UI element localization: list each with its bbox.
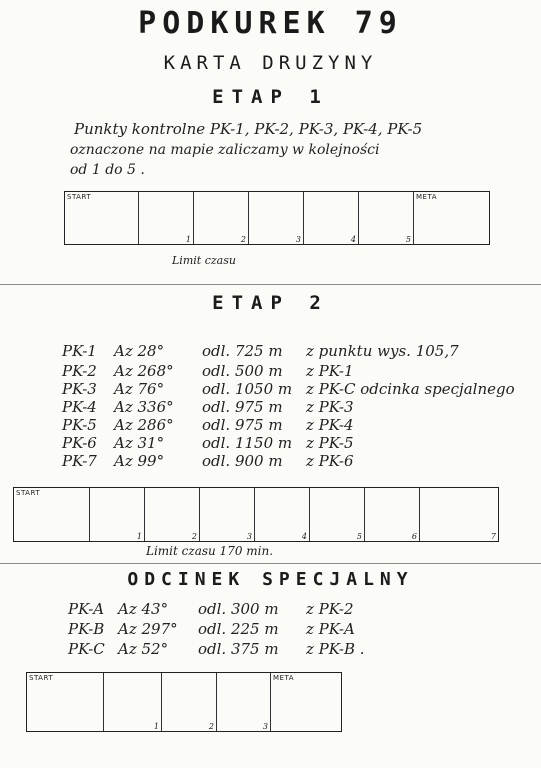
checkpoint-row: [62, 380, 515, 398]
grid-cell-finish[interactable]: [270, 673, 341, 731]
finish-label: META: [416, 193, 437, 201]
checkpoint-distance: odl. 900 m: [202, 452, 283, 470]
checkpoint-distance: odl. 300 m: [198, 600, 279, 618]
checkpoint-azimuth: Az 336°: [114, 398, 174, 416]
checkpoint-distance: odl. 500 m: [202, 362, 283, 380]
grid-cell[interactable]: [144, 488, 199, 541]
checkpoint-id: PK-1: [62, 342, 97, 360]
checkpoint-number: 1: [185, 235, 191, 244]
checkpoint-id: PK-C: [68, 640, 105, 658]
grid-cell[interactable]: [216, 673, 270, 731]
checkpoint-reference: z PK-C odcinka specjalnego: [306, 380, 515, 398]
checkpoint-number: 1: [136, 532, 142, 541]
checkpoint-row: [68, 620, 355, 638]
stage2-time-limit: Limit czasu 170 min.: [146, 544, 274, 558]
stage1-instruction-line: Punkty kontrolne PK-1, PK-2, PK-3, PK-4, PK-5: [74, 120, 423, 138]
checkpoint-azimuth: Az 31°: [114, 434, 165, 452]
checkpoint-id: PK-5: [62, 416, 97, 434]
grid-cell[interactable]: [303, 192, 358, 244]
checkpoint-number: 3: [262, 722, 268, 731]
checkpoint-number: 6: [411, 532, 417, 541]
section-divider: [0, 284, 541, 285]
special-heading: ODCINEK SPECJALNY: [127, 569, 414, 590]
checkpoint-row: [62, 398, 354, 416]
checkpoint-row: [62, 452, 354, 470]
grid-cell-start[interactable]: [65, 192, 138, 244]
checkpoint-reference: z PK-A: [306, 620, 355, 638]
checkpoint-row: [62, 342, 459, 360]
stage1-instruction-line: od 1 do 5 .: [70, 162, 145, 178]
checkpoint-number: 3: [295, 235, 301, 244]
start-label: START: [29, 674, 54, 682]
grid-cell[interactable]: [161, 673, 216, 731]
checkpoint-row: [68, 600, 354, 618]
checkpoint-number: 2: [208, 722, 214, 731]
grid-cell[interactable]: [248, 192, 303, 244]
grid-cell[interactable]: [364, 488, 419, 541]
checkpoint-number: 4: [301, 532, 307, 541]
grid-cell[interactable]: [358, 192, 413, 244]
checkpoint-azimuth: Az 99°: [114, 452, 165, 470]
checkpoint-id: PK-A: [68, 600, 105, 618]
grid-cell-start[interactable]: [14, 488, 89, 541]
checkpoint-azimuth: Az 43°: [118, 600, 169, 618]
start-label: START: [16, 489, 41, 497]
checkpoint-reference: z punktu wys. 105,7: [306, 342, 459, 360]
checkpoint-number: 7: [490, 532, 496, 541]
checkpoint-number: 1: [153, 722, 159, 731]
stage1-heading: ETAP 1: [212, 86, 329, 108]
checkpoint-reference: z PK-3: [306, 398, 354, 416]
grid-cell[interactable]: [193, 192, 248, 244]
checkpoint-id: PK-4: [62, 398, 97, 416]
checkpoint-distance: odl. 1050 m: [202, 380, 293, 398]
special-time-grid: [26, 672, 342, 732]
checkpoint-row: [68, 640, 365, 658]
checkpoint-azimuth: Az 28°: [114, 342, 165, 360]
page-subtitle: KARTA DRUZYNY: [163, 52, 378, 74]
checkpoint-row: [62, 434, 354, 452]
checkpoint-azimuth: Az 76°: [114, 380, 165, 398]
checkpoint-id: PK-3: [62, 380, 97, 398]
grid-cell[interactable]: [89, 488, 144, 541]
checkpoint-reference: z PK-6: [306, 452, 354, 470]
grid-cell-start[interactable]: [27, 673, 103, 731]
stage2-heading: ETAP 2: [212, 292, 329, 314]
checkpoint-distance: odl. 725 m: [202, 342, 283, 360]
stage1-instruction-line: oznaczone na mapie zaliczamy w kolejności: [70, 142, 380, 158]
checkpoint-number: 5: [356, 532, 362, 541]
grid-cell-finish[interactable]: [413, 192, 489, 244]
checkpoint-number: 3: [246, 532, 252, 541]
grid-cell[interactable]: [103, 673, 161, 731]
grid-cell[interactable]: [138, 192, 193, 244]
stage2-time-grid: [13, 487, 499, 542]
checkpoint-azimuth: Az 297°: [118, 620, 178, 638]
checkpoint-id: PK-7: [62, 452, 97, 470]
checkpoint-number: 2: [240, 235, 246, 244]
checkpoint-reference: z PK-4: [306, 416, 354, 434]
grid-cell[interactable]: [419, 488, 498, 541]
grid-cell[interactable]: [309, 488, 364, 541]
checkpoint-azimuth: Az 52°: [118, 640, 169, 658]
start-label: START: [67, 193, 92, 201]
checkpoint-distance: odl. 1150 m: [202, 434, 293, 452]
stage1-time-limit: Limit czasu: [172, 254, 236, 267]
checkpoint-id: PK-2: [62, 362, 97, 380]
checkpoint-number: 2: [191, 532, 197, 541]
stage1-time-grid: [64, 191, 490, 245]
finish-label: META: [273, 674, 294, 682]
section-divider: [0, 563, 541, 564]
checkpoint-reference: z PK-5: [306, 434, 354, 452]
checkpoint-id: PK-6: [62, 434, 97, 452]
checkpoint-row: [62, 362, 354, 380]
grid-cell[interactable]: [254, 488, 309, 541]
checkpoint-id: PK-B: [68, 620, 105, 638]
checkpoint-azimuth: Az 268°: [114, 362, 174, 380]
checkpoint-reference: z PK-2: [306, 600, 354, 618]
page-title: PODKUREK 79: [138, 6, 403, 41]
checkpoint-distance: odl. 975 m: [202, 416, 283, 434]
grid-cell[interactable]: [199, 488, 254, 541]
checkpoint-reference: z PK-B .: [306, 640, 365, 658]
checkpoint-number: 4: [350, 235, 356, 244]
checkpoint-distance: odl. 975 m: [202, 398, 283, 416]
checkpoint-azimuth: Az 286°: [114, 416, 174, 434]
checkpoint-reference: z PK-1: [306, 362, 354, 380]
checkpoint-distance: odl. 375 m: [198, 640, 279, 658]
checkpoint-row: [62, 416, 354, 434]
checkpoint-number: 5: [405, 235, 411, 244]
checkpoint-distance: odl. 225 m: [198, 620, 279, 638]
